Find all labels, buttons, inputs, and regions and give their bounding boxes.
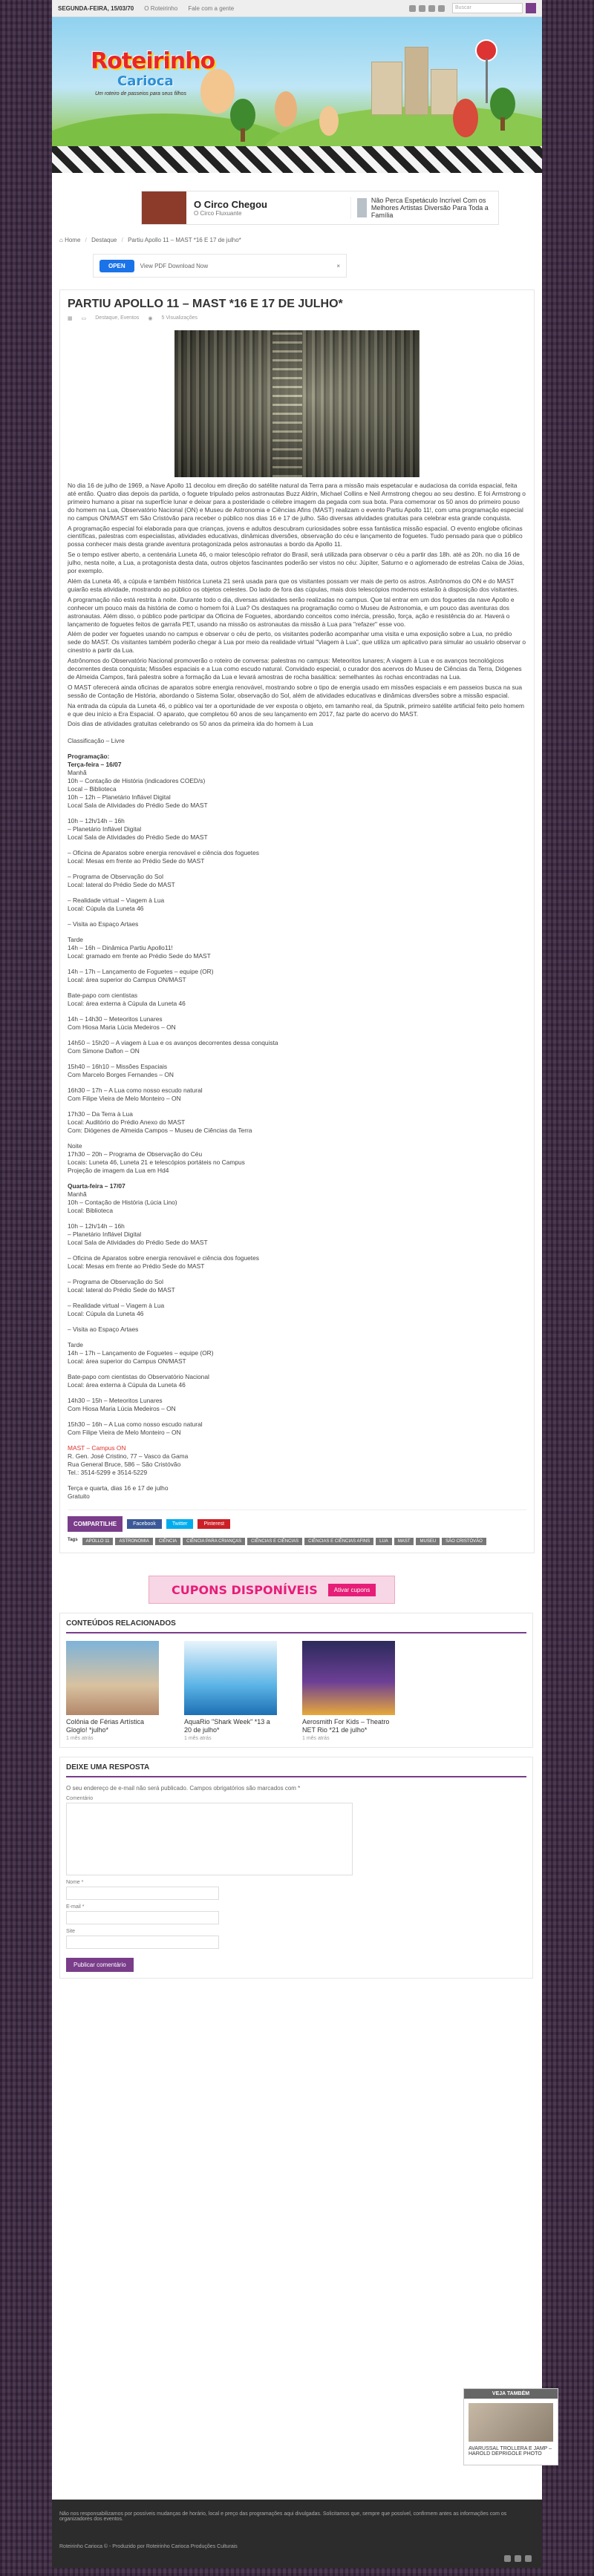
header-tree [230,99,255,131]
header-kid-illustration [319,106,339,136]
schedule-line: Projeção de imagem da Lua em Hd4 [68,1167,169,1175]
header-building [431,69,457,115]
schedule-line: Locais: Luneta 46, Luneta 21 e telescópios portáteis no Campus [68,1158,245,1167]
tag-link[interactable]: ASTRONOMIA [115,1538,152,1545]
logo-sub-text: Carioca [117,73,174,89]
schedule-block [68,1325,526,1334]
ad-close-icon[interactable]: × [336,262,340,269]
tag-link[interactable]: MAST [394,1538,414,1545]
header-building [371,62,402,115]
closing-line: Terça e quarta, dias 16 e 17 de julho [68,1484,169,1492]
comment-textarea[interactable] [66,1803,353,1875]
schedule-line: 14h – 16h – Dinâmica Partiu Apollo11! [68,944,173,952]
schedule-line: – Visita ao Espaço Artaes [68,1325,139,1334]
footer-copyright: Roteirinho Carioca © - Produzido por Roteirinho Carioca Produções Culturais [59,2544,238,2549]
breadcrumb-category[interactable]: Destaque [91,237,117,243]
schedule-line: Com Hiosa Maria Lúcia Medeiros – ON [68,1405,176,1413]
submit-comment-button[interactable]: Publicar comentário [66,1958,134,1972]
schedule-line: Local: Mesas em frente ao Prédio Sede do MAST [68,1262,205,1271]
day2-label: Quarta-feira – 17/07 [68,1182,125,1190]
schedule-block [68,1302,526,1318]
schedule-line: 14h – 17h – Lançamento de Foguetes – equipe (OR) [68,968,214,976]
schedule-line: 10h – 12h/14h – 16h [68,817,125,825]
floating-related-widget[interactable] [463,2388,558,2465]
schedule-block [68,849,526,865]
current-date: SEGUNDA-FEIRA, 15/03/70 [58,4,134,12]
tag-link[interactable]: CIÊNCIA PARA CRIANÇAS [183,1538,245,1545]
top-nav [144,5,243,12]
schedule-line: 10h – 12h – Planetário Inflável Digital [68,793,171,802]
schedule-line: 10h – Contação de História (Lúcia Lino) [68,1199,177,1207]
tags-label: Tags [68,1538,78,1543]
schedule-line: Local: lateral do Prédio Sede do MAST [68,1286,175,1294]
post-paragraph: Se o tempo estiver aberto, a centenária Luneta 46, o maior telescópio refrator do Brasil, será utilizada para observar o céu a partir das 18h. até as 20h. no dia 16 de julho, nesta noite, a Lua, a protagonista desta data, outros objetos fascinantes poderão ser vistos no céu: Júpiter, Saturno e o aglomerado de estrelas Caixa de Jóias, por exemplo. [68,551,525,575]
ad-text-block [186,199,267,217]
schedule-line: 14h50 – 15h20 – A viagem à Lua e os avanços decorrentes dessa conquista [68,1039,278,1047]
ad-cupons-text: CUPONS DISPONÍVEIS [172,1582,318,1597]
related-item-date: 1 mês atrás [302,1736,330,1742]
schedule-line: Local Sala de Atividades do Prédio Sede do MAST [68,833,208,842]
ad-circo[interactable] [141,191,499,225]
ad-cupons[interactable] [148,1576,395,1604]
schedule-block [68,968,526,984]
top-bar [52,0,542,17]
post-paragraph: A programação especial foi elaborada para que crianças, jovens e adultos descubram curiosidades sobre essa fantástica missão espacial. O evento englobe oficinas científicas, palestras com especialistas, atividades educativas, dinâmicas diversões, observação do céu e lançamento de foguetes. Tudo pensado para que o público possa conhecer mais desta grande aventura protagonizada pelos astronautas a bordo da Apollo 11. [68,524,523,548]
ad-area-top [52,173,542,225]
post-paragraph: Além de poder ver foguetes usando no campus e observar o céu de perto, os visitantes poderão acompanhar uma visita e uma exposição sobre a Lua, no prédio sede do MAST. Os visitantes também poderão chegar à Lua por meio da realidade virtual "Viagem à Lua", que utiliza um aplicativo para simular ao usuário observar o cinestrio a partir da Lua. [68,630,526,655]
schedule-block [68,920,526,928]
related-item-date: 1 mês atrás [66,1736,94,1742]
post-featured-image [174,330,420,477]
schedule-line: 14h30 – 15h – Meteoritos Lunares [68,1397,163,1405]
related-image[interactable] [302,1641,395,1715]
ad-right-row [357,197,498,219]
ad-pdf[interactable] [93,254,347,278]
venue-line: R. Gen. José Cristino, 77 – Vasco da Gama [68,1452,189,1461]
schedule-line: Local: gramado em frente ao Prédio Sede do MAST [68,952,211,960]
tag-link[interactable]: CIÊNCIAS E CIÊNCIAS [247,1538,302,1545]
logo-main-text: Roteirinho [91,48,215,74]
schedule-line: Bate-papo com cientistas [68,992,138,1000]
related-content [59,1613,533,1748]
schedule-line: – Programa de Observação do Sol [68,873,163,881]
share-twitter-button[interactable]: Twitter [166,1519,194,1529]
schedule-line: Local – Biblioteca [68,785,117,793]
share-label: COMPARTILHE [68,1516,123,1532]
youtube-icon[interactable] [438,5,445,12]
schedule-line: Local: Cúpula da Luneta 46 [68,1310,144,1318]
schedule-line: 17h30 – 20h – Programa de Observação do Céu [68,1150,203,1158]
schedule-line: Local: Cúpula da Luneta 46 [68,905,144,913]
schedule-line: 16h30 – 17h – A Lua como nosso escudo natural [68,1087,203,1095]
schedule-line: 17h30 – Da Terra à Lua [68,1110,133,1118]
schedule-block [68,936,526,960]
schedule-line: – Visita ao Espaço Artaes [68,920,139,928]
header-tree-trunk [500,117,505,131]
post-tags [68,1538,526,1545]
schedule-line: Local Sala de Atividades do Prédio Sede do MAST [68,802,208,810]
top-social [409,3,536,13]
related-item[interactable] [184,1641,277,1741]
day1-schedule [68,777,526,1175]
instagram-icon[interactable] [428,5,435,12]
schedule-block [68,1190,526,1215]
schedule-line: 10h – 12h/14h – 16h [68,1222,125,1230]
schedule-line: Com: Diógenes de Almeida Campos – Museu de Ciências da Terra [68,1127,252,1135]
post-views: 5 Visualizações [161,315,198,321]
schedule-line: 15h40 – 16h10 – Missões Espaciais [68,1063,168,1071]
schedule-line: Local Sala de Atividades do Prédio Sede do MAST [68,1239,208,1247]
schedule-line: Local: área externa à Cúpula da Luneta 46 [68,1000,186,1008]
schedule-block [68,1039,526,1055]
widget-header: VEJA TAMBÉM [464,2389,558,2399]
comment-form-title: DEIXE UMA RESPOSTA [66,1763,526,1777]
day1-label: Terça-feira – 16/07 [68,761,122,769]
email-label: E-mail * [66,1904,85,1910]
venue-line: Rua General Bruce, 586 – São Cristóvão [68,1461,181,1469]
header-tree [490,88,515,120]
post-paragraph: Na entrada da cúpula da Luneta 46, o público vai ter a oportunidade de ver exposta o objeto, em tamanho real, da Sputnik, primeiro satélite artificial feito pelo homem e que deu início a Era Espacial. O aparato, que completou 60 anos de seu lançamento em 2017, faz parte do acervo do MAST. [68,701,525,718]
facebook-icon[interactable] [409,5,416,12]
morning-label: Manhã [68,769,87,777]
related-image[interactable] [66,1641,159,1715]
related-item-title[interactable]: AquaRio "Shark Week" *13 a 20 de julho* [184,1718,270,1734]
share-facebook-button[interactable]: Facebook [127,1519,162,1529]
schedule-line: Tarde [68,936,83,944]
schedule-line: Noite [68,1142,82,1150]
post-paragraph: No dia 16 de julho de 1969, a Nave Apollo 11 decolou em direção do satélite natural da Terra para a missão mais espetacular e audaciosa da corrida espacial, feita até então. Quatro dias depois da partida, o foguete tripulado pelos astronautas Buzz Aldrin, Michael Collins e Neil Armstrong chegou ao seu destino. E foi Armstrong o primeiro humano a pisar na superfície lunar e deixar para a posteridade o célebre imagem da pegada com sua bota. Para comemorar os 50 anos do primeiro pouso do homem na Lua, Observatório Nacional (ON) e Museu de Astronomia e Ciências Afins (MAST) realizam o evento Partiu Apollo 11!, com uma programação especial no campus ON/MAST em São Cristóvão para receber o público nos dias 16 e 17 de julho. São diversas atividades gratuitas para celebrar esta grande conquista. [68,482,526,522]
schedule-line: Local: lateral do Prédio Sede do MAST [68,881,175,889]
comment-note: O seu endereço de e-mail não será publicado. Campos obrigatórios são marcados com * [66,1785,301,1792]
comment-form [59,1757,533,1979]
twitter-icon[interactable] [515,2555,521,2562]
name-field[interactable] [66,1887,219,1900]
schedule-block [68,1254,526,1271]
program-schedule [68,737,526,1501]
day2-schedule [68,1190,526,1437]
comment-label: Comentário [66,1796,94,1802]
schedule-line: Manhã [68,1190,87,1199]
share-bar [68,1510,526,1532]
schedule-block [68,1110,526,1135]
post-paragraph: Astrônomos do Observatório Nacional promoverão o roteiro de conversa: palestras no campus: Meteoritos lunares; A viagem à Lua e os avanços tecnológicos decorrentes desta conquista; Missões espaciais e a Lua como escudo natural. Convidado especial, o curador dos acervos do Museu de Ciências da Terra, Diógenes de Almeida Campos, fará palestra sobre a formação da Lua e levará amostras de rocha basáltica: semelhantes às rochas encontradas na Lua. [68,657,522,681]
related-item-date: 1 mês atrás [184,1736,212,1742]
schedule-block [68,1015,526,1032]
search-button[interactable] [526,3,536,13]
schedule-line: – Realidade virtual – Viagem à Lua [68,897,165,905]
schedule-line: 10h – Contação de História (indicadores COED/s) [68,777,206,785]
copacabana-sidewalk-pattern [52,146,542,173]
tag-link[interactable]: CIÊNCIAS E CIÊNCIAS AFINS [304,1538,373,1545]
closing-line: Gratuito [68,1492,90,1501]
schedule-line: Com Filipe Vieira de Melo Monteiro – ON [68,1429,181,1437]
site-field[interactable] [66,1936,219,1949]
site-footer [52,2500,542,2568]
schedule-line: Com Hiosa Maria Lúcia Medeiros – ON [68,1023,176,1032]
ad-right-panel [350,197,498,219]
schedule-line: – Realidade virtual – Viagem à Lua [68,1302,165,1310]
post-meta [68,315,526,321]
schedule-line: – Oficina de Aparatos sobre energia renovável e ciência dos foguetes [68,1254,259,1262]
related-item[interactable] [302,1641,395,1741]
schedule-line: – Programa de Observação do Sol [68,1278,163,1286]
ad-thumb [357,198,367,217]
venue-line: Tel.: 3514-5299 e 3514-5229 [68,1469,148,1477]
widget-image[interactable] [469,2403,553,2442]
related-title: CONTEÚDOS RELACIONADOS [66,1619,526,1633]
schedule-block [68,1142,526,1175]
post-body [68,482,526,728]
schedule-block [68,1063,526,1079]
schedule-block [68,1222,526,1247]
schedule-line: Bate-papo com cientistas do Observatório Nacional [68,1373,209,1381]
related-item-title[interactable]: Colônia de Férias Artística Gloglo! *julho* [66,1718,145,1734]
widget-text[interactable]: AVARUSSAL TROLLERA E JAMP – HAROLD DEPRIGOLE PHOTO [469,2446,552,2457]
schedule-line: Local: área superior do Campus ON/MAST [68,1357,186,1366]
site-label: Site [66,1929,76,1935]
search-input[interactable]: Buscar [452,3,523,13]
schedule-line: Local: Auditório do Prédio Anexo do MAST [68,1118,186,1127]
schedule-block [68,873,526,889]
ad-open-button[interactable]: OPEN [99,260,134,272]
schedule-block [68,1420,526,1437]
schedule-line: – Oficina de Aparatos sobre energia renovável e ciência dos foguetes [68,849,259,857]
instagram-icon[interactable] [525,2555,532,2562]
schedule-block [68,1087,526,1103]
twitter-icon[interactable] [419,5,425,12]
schedule-block [68,1341,526,1366]
schedule-block [68,777,526,810]
schedule-line: Local: área superior do Campus ON/MAST [68,976,186,984]
header-building [405,47,428,115]
header-tree-trunk [241,128,245,142]
calendar-icon: ▦ [68,316,73,321]
top-nav-link-roteirinho[interactable]: O Roteirinho [144,4,178,12]
post-article [59,289,535,1553]
home-icon[interactable]: ⌂ [59,237,63,243]
ad-pdf-text: View PDF Download Now [140,262,209,269]
schedule-block [68,817,526,842]
site-logo[interactable] [65,33,215,104]
tag-link[interactable]: APOLLO 11 [82,1538,114,1545]
schedule-line: 15h30 – 16h – A Lua como nosso escudo natural [68,1420,203,1429]
folder-icon: ▭ [81,316,87,321]
schedule-block [68,1397,526,1413]
post-categories[interactable]: Destaque, Eventos [95,315,140,321]
schedule-line: Com Marcelo Borges Fernandes – ON [68,1071,174,1079]
facebook-icon[interactable] [504,2555,511,2562]
header-kid-illustration [453,99,478,137]
schedule-line: – Planetário Inflável Digital [68,825,142,833]
ad-cupons-button[interactable]: Ativar cupons [328,1584,376,1596]
schedule-line: – Planetário Inflável Digital [68,1230,142,1239]
schedule-line: Local: Biblioteca [68,1207,113,1215]
ad-title: O Circo Chegou [194,199,267,210]
related-image[interactable] [184,1641,277,1715]
post-paragraph: A programação não está restrita à noite. Durante todo o dia, diversas atividades serão realizadas no campus. Que tal entrar em um dos foguetes da nave Apollo e conhecer um pouco mais da história de como o homem foi à Lua? Os destaques na programação como o Museu de Astronomia, e um pouco das aventuras dos astronautas. Além disso, o público pode participar da Oficina de Foguetes, abordando conceitos como inércia, pressão, força, ação e resistência do ar. Haverá o lançamento de foguetes feitos de garrafa PET, usando na missão os astronautas da missão à Lua para "refazer" esse voo. [68,595,515,628]
name-label: Nome * [66,1880,84,1886]
post-title: PARTIU APOLLO 11 – MAST *16 E 17 DE JULHO* [68,298,343,310]
related-list [66,1641,526,1741]
page-container [52,0,542,2568]
schedule-block [68,1278,526,1294]
related-item[interactable] [66,1641,159,1741]
header-kid-illustration [200,69,235,114]
schedule-line: Com Filipe Vieira de Melo Monteiro – ON [68,1095,181,1103]
share-pinterest-button[interactable]: Pinterest [198,1519,230,1529]
ad-image [142,191,186,224]
ad-right-text: Não Perca Espetáculo Incrível Com os Melhores Artistas Diversão Para Toda a Família [371,197,489,219]
schedule-block [68,897,526,913]
schedule-line: Local: área externa à Cúpula da Luneta 46 [68,1381,186,1389]
schedule-line: 14h – 17h – Lançamento de Foguetes – equipe (OR) [68,1349,214,1357]
tag-link[interactable]: LUA [376,1538,392,1545]
sign-pole [486,59,488,103]
tag-link[interactable]: MUSEU [416,1538,440,1545]
schedule-block [68,992,526,1008]
venue-title[interactable]: MAST – Campus ON [68,1444,126,1452]
ad-subtitle: O Circo Fluxuante [194,210,242,217]
header-kid-illustration [275,91,297,127]
breadcrumb-home[interactable]: Home [65,237,81,243]
program-heading: Programação: [68,753,110,761]
post-paragraph: Dois dias de atividades gratuitas celebrando os 50 anos da primeira ida do homem à Lua [68,720,313,728]
post-paragraph: Além da Luneta 46, a cúpula e também histórica Luneta 21 será usada para que os visitantes possam ver mais de perto os astros. Astrônomos do ON e do MAST guiarão esta atividade, mostrando ao público os objetos celestes. Do lado de fora das cúpulas, mais dois telescópios modernos estarão à disposição dos visitantes. [68,577,519,593]
footer-disclaimer: Não nos responsabilizamos por possíveis mudanças de horário, local e preço das programações aqui divulgadas. Solicitamos que, sempre que possível, confirmem antes as informações com os organizadores dos eventos. [59,2511,507,2522]
top-nav-link-contact[interactable]: Fale com a gente [188,4,235,12]
tag-link[interactable]: CIÊNCIA [155,1538,180,1545]
eye-icon: ◉ [148,316,153,321]
tag-link[interactable]: SÃO CRISTÓVÃO [442,1538,486,1545]
schedule-line: Com Simone Daflon – ON [68,1047,140,1055]
schedule-block [68,1373,526,1389]
schedule-line: Local: Mesas em frente ao Prédio Sede do MAST [68,857,205,865]
breadcrumb-current: Partiu Apollo 11 – MAST *16 E 17 de julho* [128,237,241,243]
footer-social [504,2555,532,2562]
image-detail [272,330,302,477]
site-header [52,17,542,173]
schedule-line: Tarde [68,1341,83,1349]
classification: Classificação – Livre [68,737,125,745]
post-paragraph: O MAST oferecerá ainda oficinas de aparatos sobre energia renovável, mostrando sobre o tipo de energia usado em missões espaciais e em passeios busca na sua sessão de Contação de História, abordando o Sistema Solar, observação do Sol, além de atividades educativas e dinâmicas diversões sobre a missão espacial. [68,683,523,699]
email-field[interactable] [66,1911,219,1924]
breadcrumb: ⌂ Home / Destaque / Partiu Apollo 11 – MAST *16 E 17 de julho* [59,237,241,243]
schedule-line: 14h – 14h30 – Meteoritos Lunares [68,1015,163,1023]
logo-tagline: Um roteiro de passeios para seus filhos [95,91,186,96]
related-item-title[interactable]: Aerosmith For Kids – Theatro NET Rio *21 de julho* [302,1718,390,1734]
